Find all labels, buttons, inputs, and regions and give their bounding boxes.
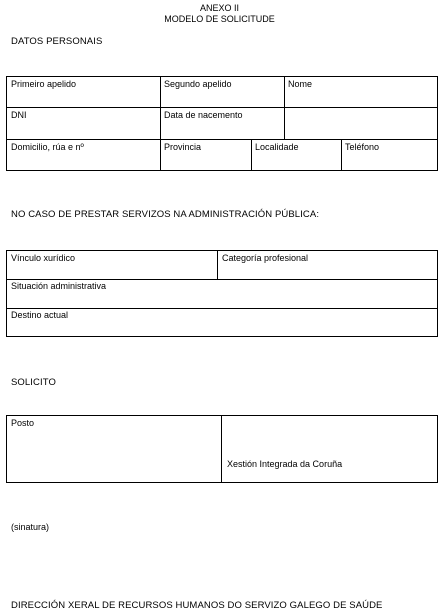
addressee: DIRECCIÓN XERAL DE RECURSOS HUMANOS DO SERVIZO GALEGO DE SAÚDE (11, 600, 383, 611)
address-label: Domicilio, rúa e nº (11, 142, 84, 152)
locality-label: Localidade (255, 142, 299, 152)
current-post-label: Destino actual (11, 310, 69, 320)
name-label: Nome (288, 79, 313, 89)
post-label: Posto (11, 418, 35, 428)
personal-data-table (6, 76, 438, 171)
management-label: Xestión Integrada da Coruña (227, 459, 343, 469)
second-surname-label: Segundo apelido (164, 79, 232, 89)
request-heading: SOLICITO (11, 377, 56, 388)
signature-label: (sinatura) (11, 522, 50, 532)
row-divider (7, 308, 437, 309)
public-admin-table (6, 250, 438, 337)
admin-situation-label: Situación administrativa (11, 281, 107, 291)
legal-link-label: Vínculo xurídico (11, 253, 76, 263)
column-divider (221, 416, 222, 482)
form-title: MODELO DE SOLICITUDE (164, 14, 275, 24)
professional-category-label: Categoría profesional (222, 253, 309, 263)
row-divider (7, 139, 437, 140)
column-divider (284, 77, 285, 139)
province-label: Provincia (164, 142, 202, 152)
first-surname-label: Primeiro apelido (11, 79, 77, 89)
public-admin-heading: NO CASO DE PRESTAR SERVIZOS NA ADMINISTRACIÓN PÚBLICA: (11, 209, 320, 220)
annex-title: ANEXO II (199, 3, 239, 13)
column-divider (217, 251, 218, 279)
column-divider (160, 77, 161, 139)
birth-date-label: Data de nacemento (164, 110, 243, 120)
personal-data-heading: DATOS PERSONAIS (11, 36, 103, 47)
row-divider (7, 279, 437, 280)
column-divider (160, 139, 161, 170)
column-divider (251, 139, 252, 170)
phone-label: Teléfono (345, 142, 380, 152)
dni-label: DNI (11, 110, 27, 120)
request-table (6, 415, 438, 483)
column-divider (341, 139, 342, 170)
row-divider (7, 107, 437, 108)
